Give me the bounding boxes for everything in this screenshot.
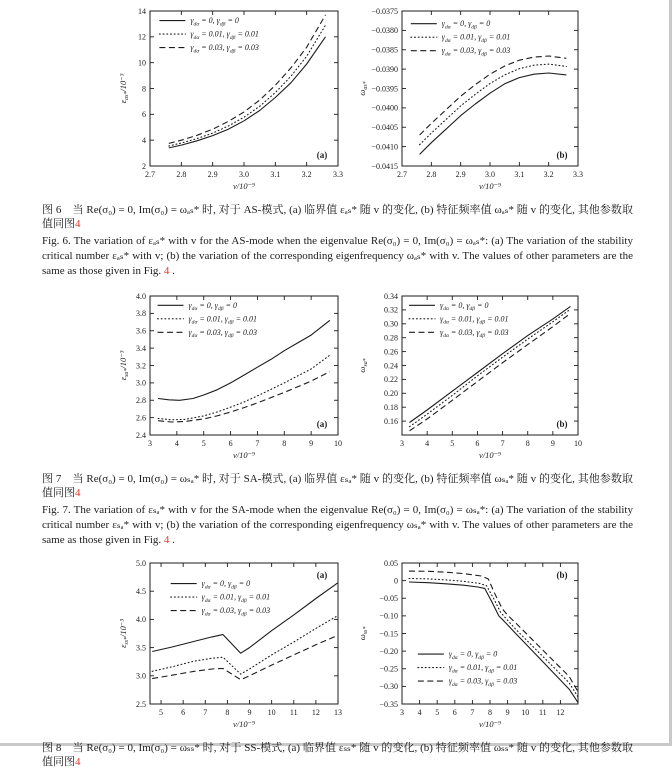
svg-text:7: 7 — [500, 439, 505, 448]
svg-text:9: 9 — [505, 708, 510, 717]
figure-7-caption-en — [42, 503, 633, 548]
svg-text:10: 10 — [267, 708, 276, 717]
svg-text:3.0: 3.0 — [239, 170, 249, 179]
svg-text:−0.15: −0.15 — [379, 629, 398, 639]
svg-text:4: 4 — [174, 439, 179, 448]
figure-6b-chart — [352, 6, 662, 197]
svg-text:3.2: 3.2 — [136, 361, 146, 371]
svg-text:3.4: 3.4 — [136, 343, 146, 353]
svg-text:3.2: 3.2 — [301, 170, 312, 179]
svg-text:3.0: 3.0 — [136, 378, 146, 388]
svg-text:4.5: 4.5 — [136, 587, 146, 596]
svg-text:11: 11 — [289, 708, 298, 717]
figure-8b-chart — [352, 558, 662, 735]
svg-text:6: 6 — [228, 439, 233, 448]
svg-text:0.24: 0.24 — [384, 361, 398, 371]
svg-text:2.7: 2.7 — [145, 170, 155, 179]
svg-text:2.6: 2.6 — [136, 413, 146, 423]
svg-text:3.5: 3.5 — [136, 643, 146, 653]
svg-text:2: 2 — [142, 161, 146, 171]
figure-8-caption-cn — [42, 741, 633, 769]
figure-6-caption-en — [42, 234, 633, 279]
svg-text:0.28: 0.28 — [384, 333, 398, 343]
svg-text:−0.10: −0.10 — [379, 611, 398, 621]
svg-text:0.26: 0.26 — [384, 347, 398, 357]
svg-text:10: 10 — [574, 439, 582, 448]
svg-text:(a): (a) — [316, 570, 328, 580]
svg-text:γdα = 0, γdβ = 0: $\gamma_{d\alpha} = 0$, $\gamma_{d\beta} = 0$ — [440, 300, 489, 312]
caption-en-tail: . — [169, 534, 175, 546]
svg-text:0.05: 0.05 — [384, 558, 398, 568]
svg-text:6: 6 — [475, 439, 480, 448]
svg-text:0.16: 0.16 — [384, 416, 398, 426]
svg-text:−0.0385: −0.0385 — [371, 45, 398, 55]
svg-text:γdα = 0, γdβ = 0: $\gamma_{d\alpha} = 0$, $\gamma_{d\beta} = 0$ — [188, 300, 237, 312]
svg-text:2.5: 2.5 — [136, 699, 146, 709]
svg-text:6: 6 — [452, 708, 457, 717]
svg-text:3.1: 3.1 — [270, 170, 281, 179]
svg-text:9: 9 — [309, 439, 314, 448]
svg-text:8: 8 — [488, 708, 492, 717]
caption-en-text: Fig. 7. The variation of εₛₐ* with v for the SA-mode when the eigenvalue Re(σ₀) = 0, Im(σ₀) = ωₛₐ*: (a) The variation of the stability critical number εₛₐ* with v; (b) the variation of the corresponding eigenfrequency ωₛₐ* with v. The values of other parameters are the same as those given in Fig. — [42, 504, 633, 546]
svg-text:12: 12 — [138, 32, 146, 42]
svg-text:0.18: 0.18 — [384, 403, 398, 412]
svg-text:2.7: 2.7 — [397, 170, 407, 179]
figure-8-row — [50, 558, 669, 735]
svg-text:(b): (b) — [556, 150, 568, 160]
svg-text:(b): (b) — [556, 419, 568, 429]
figure-7-caption — [42, 472, 633, 548]
svg-text:2.8: 2.8 — [136, 396, 146, 406]
svg-text:10: 10 — [334, 439, 342, 448]
svg-text:8: 8 — [225, 708, 230, 717]
svg-text:3.8: 3.8 — [136, 309, 146, 319]
figure-6-caption-cn — [42, 203, 633, 231]
svg-text:(a): (a) — [316, 419, 328, 429]
svg-text:γdα = 0.03, γdβ = 0.03: $\gamma_{d\alpha} = 0.03$, $\gamma_{d\beta} = 0.03$ — [448, 676, 518, 688]
svg-text:12: 12 — [556, 708, 565, 717]
svg-text:−0.0415: −0.0415 — [371, 161, 398, 171]
svg-text:5: 5 — [201, 439, 206, 448]
svg-text:−0.0380: −0.0380 — [371, 26, 398, 36]
caption-en-text: Fig. 6. The variation of εₐₛ* with v for the AS-mode when the eigenvalue Re(σ₀) = 0, Im(σ₀) = ωₐₛ*: (a) The variation of the stability critical number εₐₛ* with v; (b) the variation of the corresponding eigenfrequency ωₐₛ* with v. The values of other parameters are the same as those given in Fig. — [42, 235, 633, 277]
svg-text:−0.05: −0.05 — [379, 594, 398, 604]
svg-text:γdα = 0, γdβ = 0: $\gamma_{d\alpha} = 0$, $\gamma_{d\beta} = 0$ — [190, 16, 239, 28]
svg-text:γdα = 0.01, γdβ = 0.01: $\gamma_{d\alpha} = 0.01$, $\gamma_{d\beta} = 0.01$ — [201, 592, 271, 604]
svg-text:10: 10 — [138, 58, 146, 68]
svg-text:0.34: 0.34 — [384, 291, 398, 301]
svg-text:γdα = 0, γdβ = 0: $\gamma_{d\alpha} = 0$, $\gamma_{d\beta} = 0$ — [441, 19, 491, 31]
svg-text:γdα = 0.01, γdβ = 0.01: $\gamma_{d\alpha} = 0.01$, $\gamma_{d\beta} = 0.01$ — [188, 314, 257, 326]
svg-text:−0.0410: −0.0410 — [371, 142, 398, 152]
svg-text:3.0: 3.0 — [136, 671, 146, 681]
svg-text:9: 9 — [550, 439, 555, 448]
svg-text:2.4: 2.4 — [136, 430, 146, 440]
svg-text:εas*/10⁻³: $\varepsilon_{as*}/10^{-3}$ — [118, 73, 131, 104]
svg-text:0.22: 0.22 — [384, 375, 398, 385]
svg-text:9: 9 — [247, 708, 252, 717]
svg-text:v/10⁻⁹: v/10⁻⁹ — [478, 181, 502, 191]
svg-text:2.8: 2.8 — [176, 170, 187, 179]
svg-text:ωss*: $\omega_{ss*}$ — [357, 626, 370, 641]
svg-text:γdα = 0, γdβ = 0: $\gamma_{d\alpha} = 0$, $\gamma_{d\beta} = 0$ — [201, 579, 251, 591]
svg-text:3.0: 3.0 — [485, 170, 495, 179]
svg-text:4: 4 — [425, 439, 430, 448]
svg-text:3.1: 3.1 — [514, 170, 525, 179]
svg-text:3.6: 3.6 — [136, 326, 146, 336]
svg-text:ωsa*: $\omega_{sa*}$ — [357, 358, 370, 373]
svg-text:γdα = 0.01, γdβ = 0.01: $\gamma_{d\alpha} = 0.01$, $\gamma_{d\beta} = 0.01$ — [448, 663, 518, 675]
svg-text:4.0: 4.0 — [136, 615, 146, 625]
svg-text:3.3: 3.3 — [573, 170, 583, 179]
svg-text:−0.0405: −0.0405 — [371, 123, 398, 133]
svg-text:7: 7 — [203, 708, 208, 717]
svg-text:8: 8 — [282, 439, 287, 448]
svg-text:4.0: 4.0 — [136, 291, 146, 301]
svg-text:2.8: 2.8 — [426, 170, 437, 179]
svg-text:−0.35: −0.35 — [379, 699, 398, 709]
svg-text:2.9: 2.9 — [455, 170, 466, 179]
caption-cn-text: 图 6 当 Re(σ₀) = 0, Im(σ₀) = ωₐₛ* 时, 对于 AS-模式, (a) 临界值 εₐₛ* 随 v 的变化, (b) 特征频率值 ωₐₛ* 随 v 的变化, 其他参数取值同图 — [42, 204, 633, 230]
svg-text:v/10⁻⁹: v/10⁻⁹ — [232, 450, 256, 460]
caption-cn-text: 图 7 当 Re(σ₀) = 0, Im(σ₀) = ωₛₐ* 时, 对于 SA-模式, (a) 临界值 εₛₐ* 随 v 的变化, (b) 特征频率值 ωₛₐ* 随 v 的变化, 其他参数取值同图 — [42, 473, 633, 499]
svg-text:γdα = 0.01, γdβ = 0.01: $\gamma_{d\alpha} = 0.01$, $\gamma_{d\beta} = 0.01$ — [190, 29, 259, 41]
svg-text:γdα = 0.03, γdβ = 0.03: $\gamma_{d\alpha} = 0.03$, $\gamma_{d\beta} = 0.03$ — [201, 606, 271, 618]
svg-text:3: 3 — [400, 439, 404, 448]
svg-text:γdα = 0.01, γdβ = 0.01: $\gamma_{d\alpha} = 0.01$, $\gamma_{d\beta} = 0.01$ — [440, 314, 509, 326]
svg-text:14: 14 — [138, 6, 146, 16]
svg-text:v/10⁻⁹: v/10⁻⁹ — [478, 719, 502, 729]
svg-text:γdα = 0.01, γdβ = 0.01: $\gamma_{d\alpha} = 0.01$, $\gamma_{d\beta} = 0.01$ — [441, 32, 511, 44]
svg-text:5: 5 — [450, 439, 455, 448]
svg-text:γdα = 0.03, γdβ = 0.03: $\gamma_{d\alpha} = 0.03$, $\gamma_{d\beta} = 0.03$ — [441, 46, 511, 58]
svg-text:4: 4 — [417, 708, 422, 717]
svg-text:γdα = 0.03, γdβ = 0.03: $\gamma_{d\alpha} = 0.03$, $\gamma_{d\beta} = 0.03$ — [188, 327, 257, 339]
svg-text:−0.20: −0.20 — [379, 646, 398, 656]
svg-text:7: 7 — [470, 708, 475, 717]
figure-6a-chart — [50, 6, 350, 197]
fig4-reference-link[interactable]: 4 — [163, 534, 170, 546]
svg-text:v/10⁻⁹: v/10⁻⁹ — [232, 181, 256, 191]
svg-text:10: 10 — [521, 708, 530, 717]
svg-text:4: 4 — [142, 135, 146, 145]
fig4-reference-link[interactable]: 4 — [75, 218, 81, 230]
svg-text:5: 5 — [159, 708, 164, 717]
svg-text:−0.0390: −0.0390 — [371, 64, 398, 74]
svg-text:3: 3 — [148, 439, 152, 448]
figure-7a-chart — [50, 291, 350, 466]
svg-text:εsa*/10⁻³: $\varepsilon_{sa*}/10^{-3}$ — [118, 350, 131, 381]
svg-text:5: 5 — [435, 708, 440, 717]
svg-text:γdα = 0, γdβ = 0: $\gamma_{d\alpha} = 0$, $\gamma_{d\beta} = 0$ — [448, 649, 498, 661]
svg-text:6: 6 — [181, 708, 186, 717]
svg-text:3.3: 3.3 — [333, 170, 343, 179]
figure-6-row — [50, 6, 669, 197]
fig4-reference-link[interactable]: 4 — [75, 756, 81, 768]
figure-8-caption — [42, 741, 633, 769]
svg-text:v/10⁻⁹: v/10⁻⁹ — [232, 719, 256, 729]
figure-7-row — [50, 291, 669, 466]
svg-text:v/10⁻⁹: v/10⁻⁹ — [478, 450, 502, 460]
svg-text:6: 6 — [142, 110, 146, 120]
svg-text:8: 8 — [142, 84, 146, 94]
caption-cn-text: 图 8 当 Re(σ₀) = 0, Im(σ₀) = ωₛₛ* 时, 对于 SS-模式, (a) 临界值 εₛₛ* 随 v 的变化, (b) 特征频率值 ωₛₛ* 随 v 的变化, 其他参数取值同图 — [42, 742, 633, 768]
svg-text:−0.25: −0.25 — [379, 664, 398, 674]
svg-text:7: 7 — [255, 439, 260, 448]
figure-6-caption — [42, 203, 633, 279]
svg-text:11: 11 — [538, 708, 547, 717]
svg-text:−0.0395: −0.0395 — [371, 84, 398, 94]
svg-text:−0.0375: −0.0375 — [371, 6, 398, 16]
figure-8a-chart — [50, 558, 350, 735]
svg-text:0.32: 0.32 — [384, 305, 398, 315]
svg-text:5.0: 5.0 — [136, 558, 146, 568]
svg-text:3.2: 3.2 — [543, 170, 554, 179]
svg-text:0.30: 0.30 — [384, 319, 398, 329]
fig4-reference-link[interactable]: 4 — [163, 265, 170, 277]
svg-text:εss*/10⁻³: $\varepsilon_{ss*}/10^{-3}$ — [118, 619, 131, 648]
figure-7-caption-cn — [42, 472, 633, 500]
caption-en-tail: . — [169, 265, 175, 277]
svg-text:(a): (a) — [316, 150, 328, 160]
svg-text:2.9: 2.9 — [207, 170, 218, 179]
svg-text:0.20: 0.20 — [384, 389, 398, 399]
svg-text:0: 0 — [394, 576, 398, 586]
svg-text:γdα = 0.03, γdβ = 0.03: $\gamma_{d\alpha} = 0.03$, $\gamma_{d\beta} = 0.03$ — [190, 43, 259, 55]
svg-text:8: 8 — [525, 439, 530, 448]
svg-text:ωas*: $\omega_{as*}$ — [357, 81, 370, 96]
svg-text:(b): (b) — [556, 570, 568, 580]
svg-text:−0.0400: −0.0400 — [371, 103, 398, 113]
fig4-reference-link[interactable]: 4 — [75, 487, 81, 499]
svg-text:γdα = 0.03, γdβ = 0.03: $\gamma_{d\alpha} = 0.03$, $\gamma_{d\beta} = 0.03$ — [440, 327, 509, 339]
svg-text:−0.30: −0.30 — [379, 682, 398, 692]
svg-text:3: 3 — [400, 708, 404, 717]
svg-text:12: 12 — [311, 708, 320, 717]
figure-7b-chart — [352, 291, 662, 466]
svg-text:13: 13 — [334, 708, 342, 717]
